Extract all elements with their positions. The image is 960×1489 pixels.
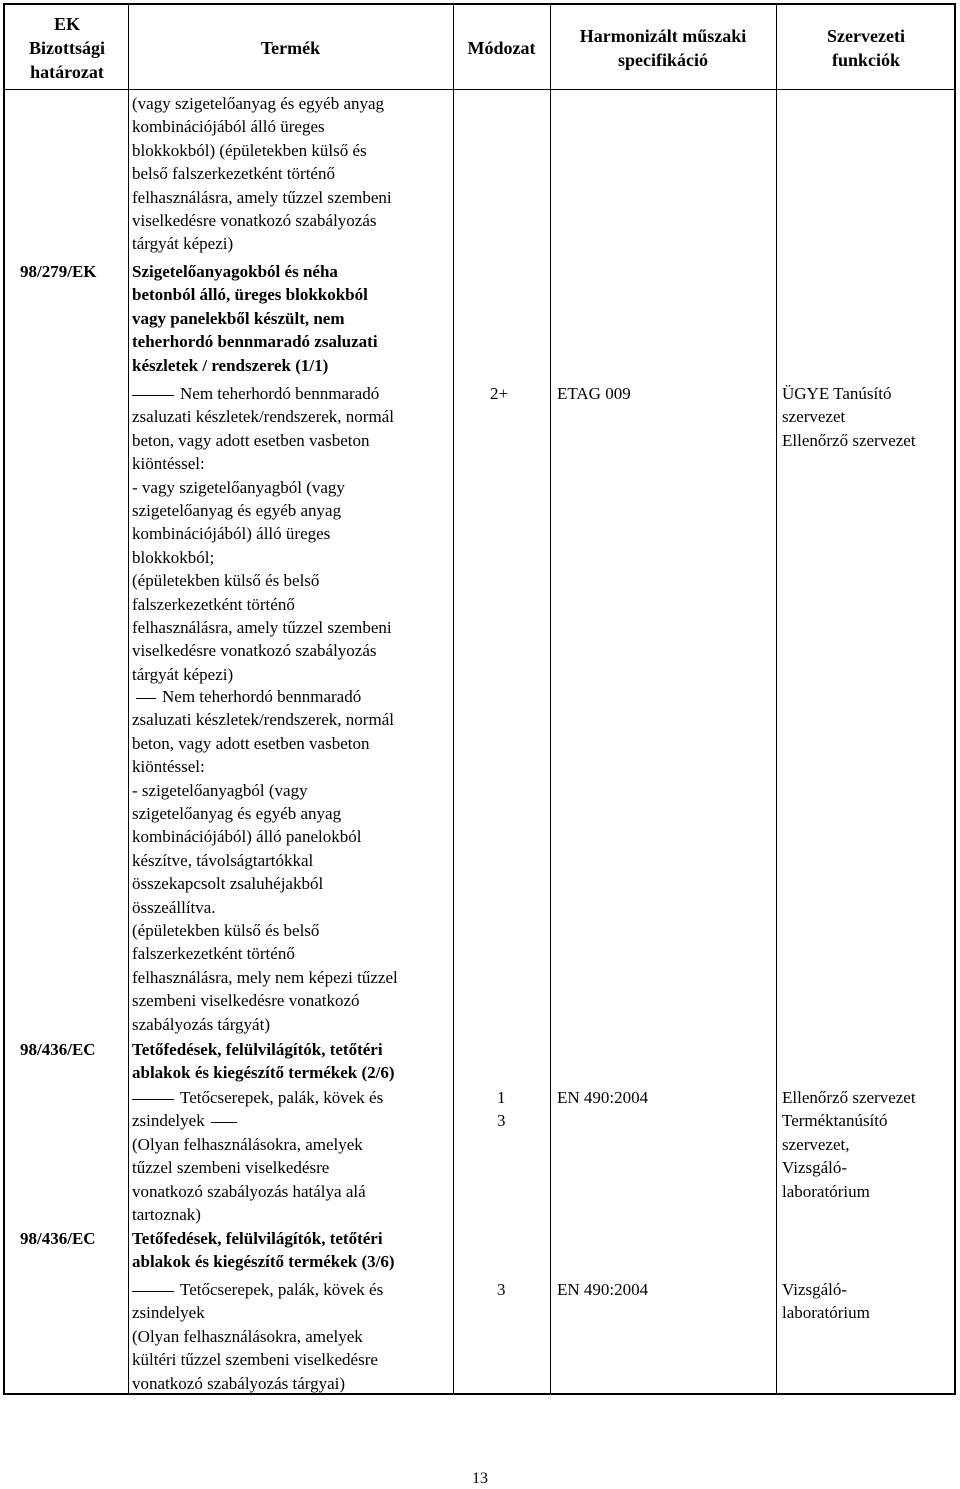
r4-decision: 98/436/EC bbox=[20, 1229, 96, 1248]
header-product: Termék bbox=[260, 38, 321, 58]
column-divider bbox=[550, 5, 551, 1393]
r3-sub-rest: (Olyan felhasználásokra, amelyek tűzzel szembeni viselkedésre vonatkozó szabályozás hatálya alá tartoznak) bbox=[132, 1134, 366, 1225]
header-mode: Módozat bbox=[467, 38, 536, 58]
r3-product: Tetőfedések, felülvilágítók, tetőtéri ablakok és kiegészítő termékek (2/6) bbox=[132, 1040, 395, 1083]
column-divider bbox=[776, 5, 777, 1393]
dash-mark bbox=[132, 1291, 174, 1292]
dash-mark bbox=[136, 698, 156, 699]
r3-sub-first: Tetőcserepek, palák, kövek és bbox=[180, 1088, 384, 1107]
r3-sub-second: zsindelyek bbox=[132, 1111, 205, 1131]
r2-sub2-rest: zsaluzati készletek/rendszerek, normál beton, vagy adott esetben vasbeton kiöntéssel: - szigetelőanyagból (vagy szigetelőanyag és egyéb anyag kombinációjából) álló panelokból készítve, távolságtartókkal összekapcsolt zsaluhéjakból összeállítva. (épületekben külső és belső falszerkezetként történő felhasználásra, mely nem képezi tűzzel szembeni viselkedésre vonatkozó szabályozás tárgyát) bbox=[132, 710, 398, 1034]
header-org: Szervezeti funkciók bbox=[827, 26, 905, 70]
header-spec: Harmonizált műszaki specifikáció bbox=[579, 26, 747, 70]
r2-decision: 98/279/EK bbox=[20, 262, 97, 281]
dash-mark bbox=[132, 395, 174, 396]
r4-spec: EN 490:2004 bbox=[557, 1280, 649, 1299]
page-number: 13 bbox=[472, 1470, 488, 1487]
r3-subproduct bbox=[132, 1086, 452, 1226]
r2-sub2-first: Nem teherhordó bennmaradó bbox=[162, 687, 362, 706]
column-divider bbox=[128, 5, 129, 1393]
r2-mode: 2+ bbox=[490, 384, 509, 403]
r2-sub1-rest: zsaluzati készletek/rendszerek, normál beton, vagy adott esetben vasbeton kiöntéssel: - vagy szigetelőanyagból (vagy szigetelőanyag és egyéb anyag kombinációjából) álló üreges blokkokból; (épületekben külső és belső falszerkezetként történő felhasználásra, amely tűzzel szembeni viselkedésre vonatkozó szabályozás tárgyát képezi) bbox=[132, 407, 394, 684]
r4-org: Vizsgáló- laboratórium bbox=[782, 1280, 870, 1323]
r2-subproduct-2 bbox=[132, 685, 452, 1036]
r2-spec: ETAG 009 bbox=[557, 384, 631, 403]
r4-subproduct bbox=[132, 1278, 452, 1395]
r3-org: Ellenőrző szervezet Terméktanúsító szervezet, Vizsgáló- laboratórium bbox=[782, 1088, 916, 1201]
r4-mode: 3 bbox=[497, 1280, 506, 1299]
r3-decision: 98/436/EC bbox=[20, 1040, 96, 1059]
r4-product: Tetőfedések, felülvilágítók, tetőtéri ablakok és kiegészítő termékek (3/6) bbox=[132, 1229, 395, 1272]
r3-spec: EN 490:2004 bbox=[557, 1088, 649, 1107]
dash-mark bbox=[132, 1099, 174, 1100]
header-divider bbox=[5, 89, 954, 90]
r2-product: Szigetelőanyagokból és néha betonból álló, üreges blokkokból vagy panelekből készült, nem teherhordó bennmaradó zsaluzati készletek / rendszerek (1/1) bbox=[132, 262, 378, 375]
dash-mark bbox=[211, 1122, 237, 1123]
column-divider bbox=[453, 5, 454, 1393]
r2-org: ÜGYE Tanúsító szervezet Ellenőrző szervezet bbox=[782, 384, 916, 450]
r2-subproduct-1 bbox=[132, 382, 452, 686]
r2-sub1-first: Nem teherhordó bennmaradó bbox=[180, 384, 380, 403]
r1-product: (vagy szigetelőanyag és egyéb anyag kombinációjából álló üreges blokkokból) (épületekben külső és belső falszerkezetként történő felhasználásra, amely tűzzel szembeni viselkedésre vonatkozó szabályozás tárgyát képezi) bbox=[132, 94, 392, 254]
r4-sub-rest: zsindelyek (Olyan felhasználásokra, amelyek kültéri tűzzel szembeni viselkedésre vonatkozó szabályozás tárgyai) bbox=[132, 1303, 378, 1393]
r3-mode: 1 3 bbox=[497, 1088, 506, 1131]
header-decision: EK Bizottsági határozat bbox=[29, 14, 105, 82]
r4-sub-first: Tetőcserepek, palák, kövek és bbox=[180, 1280, 384, 1299]
